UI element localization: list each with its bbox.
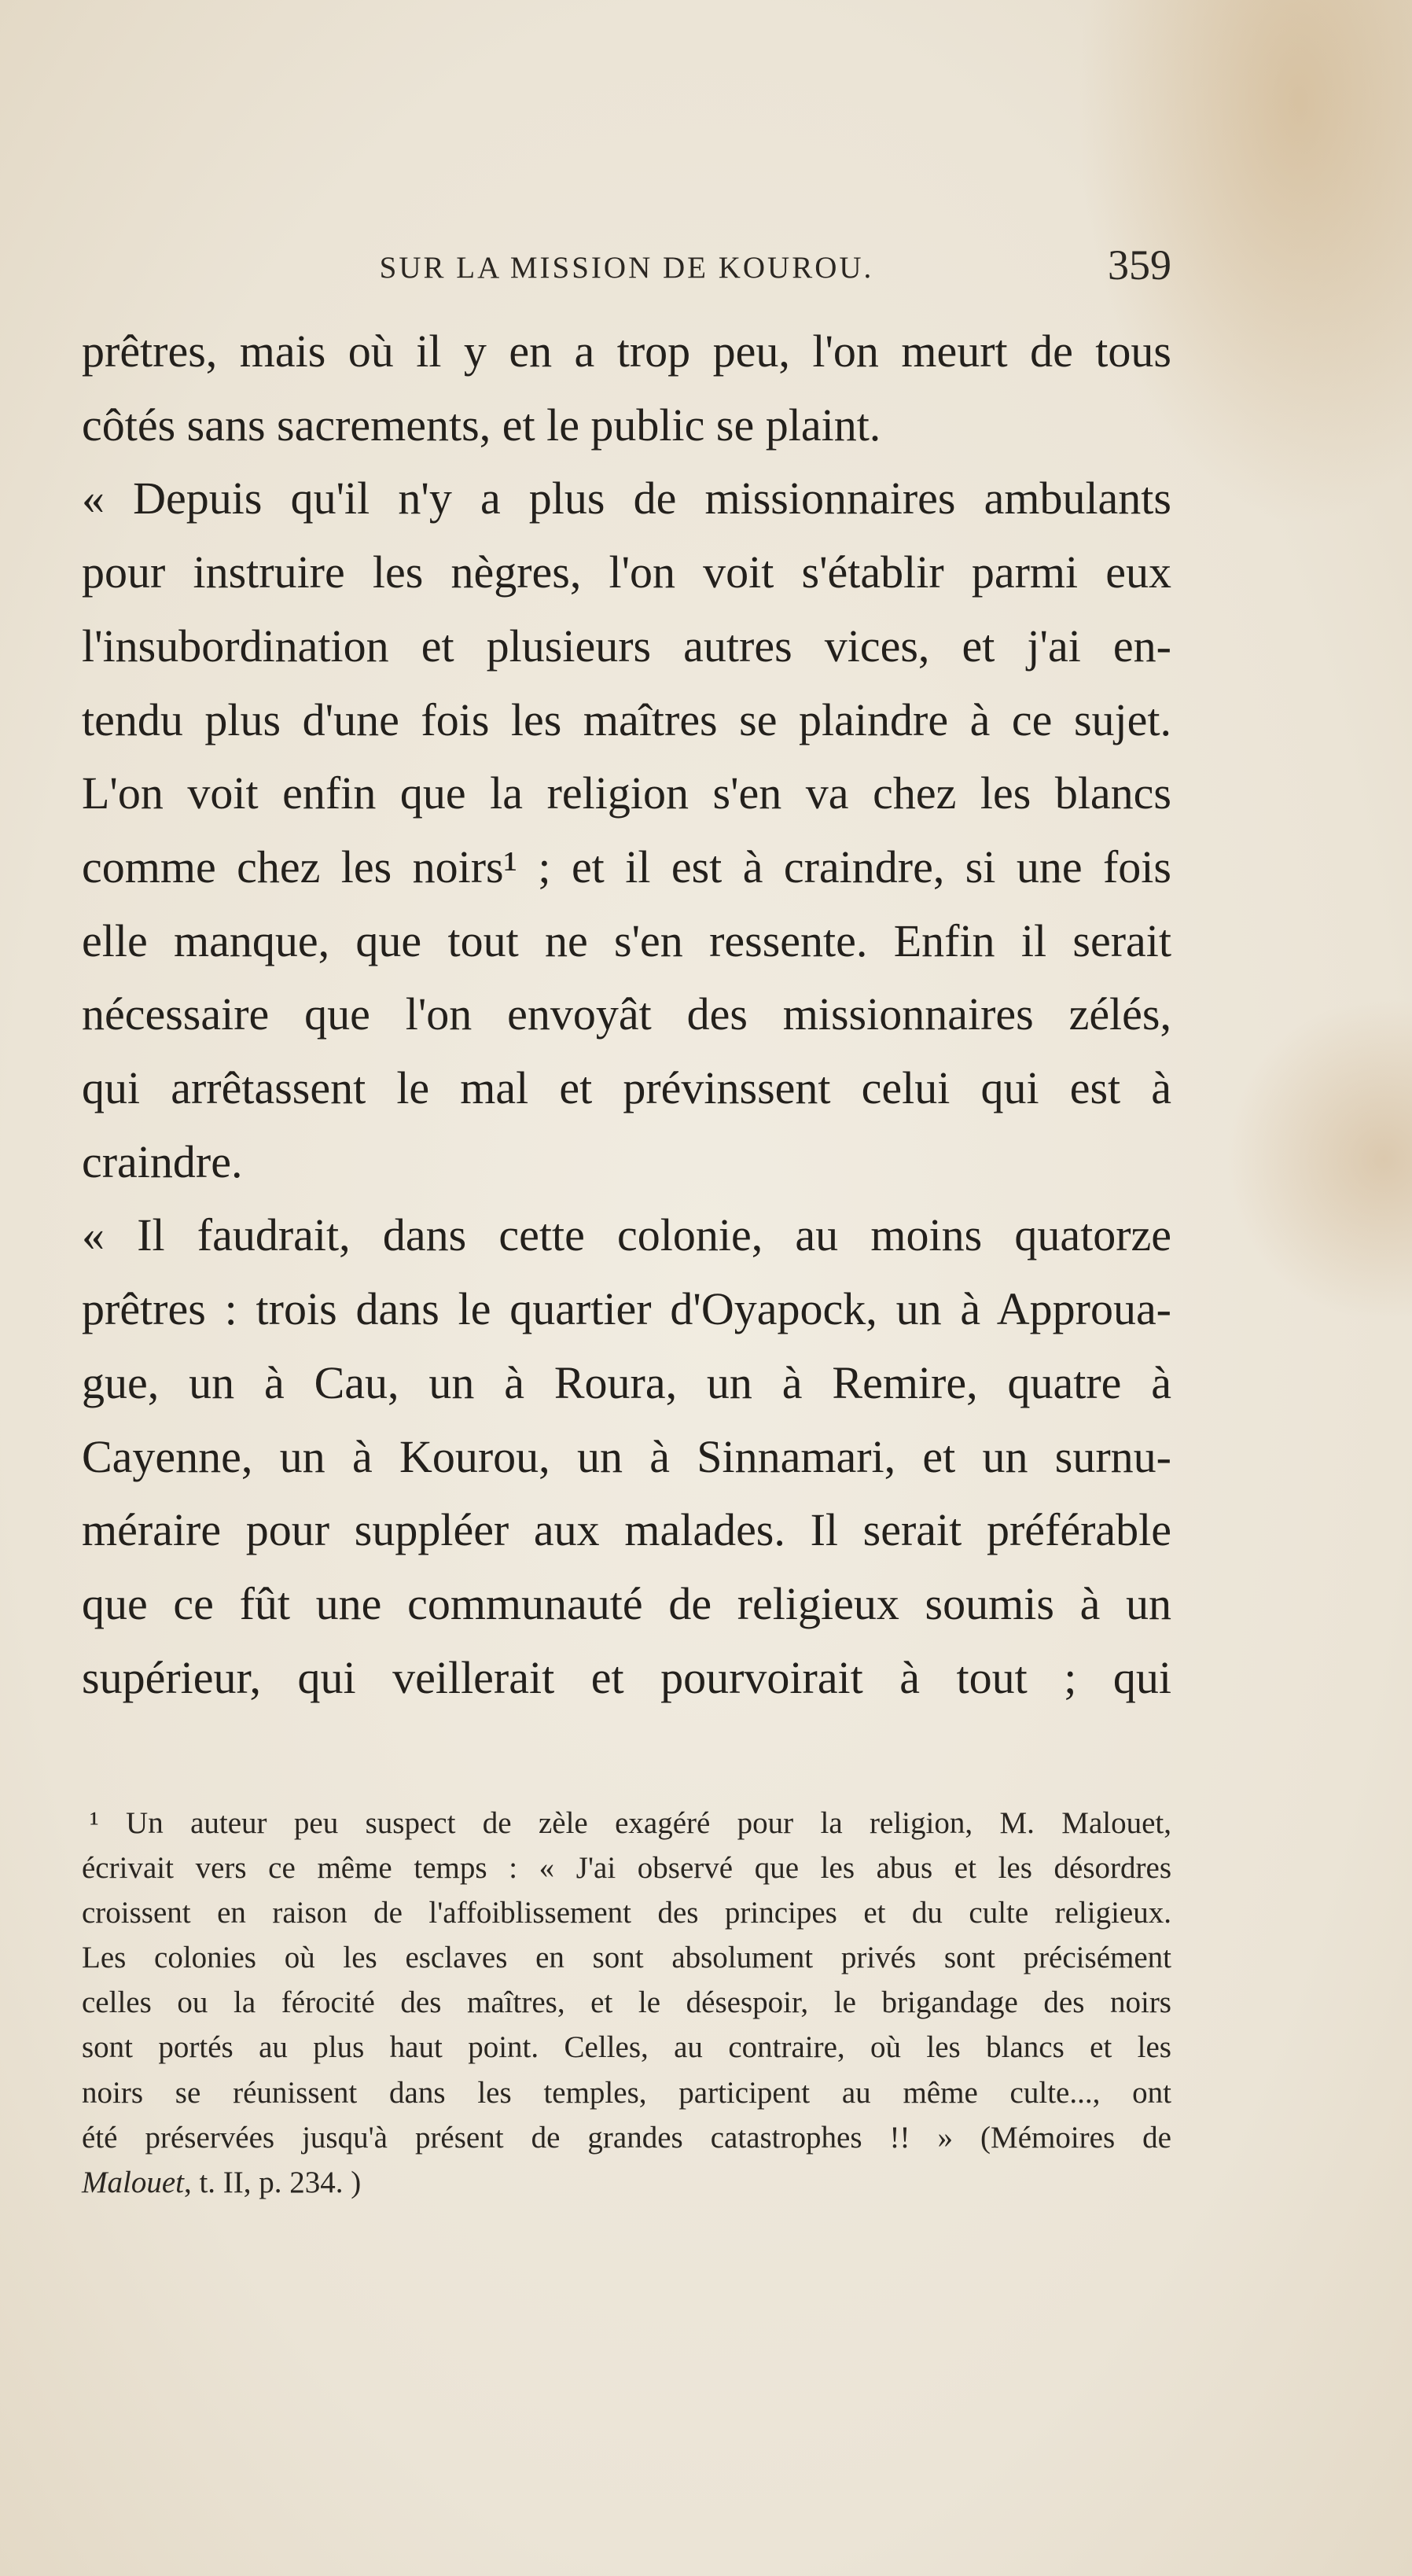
page-header bbox=[82, 236, 1171, 307]
text-line: elle manque, que tout ne s'en ressente. Enfin il serait bbox=[82, 914, 1171, 966]
footnote-citation-rest: , t. II, p. 234. ) bbox=[183, 2165, 362, 2199]
footnote-citation-author: Malouet bbox=[82, 2165, 184, 2199]
text-line: pour instruire les nègres, l'on voit s'établir parmi eux bbox=[82, 546, 1171, 598]
text-line: comme chez les noirs¹ ; et il est à craindre, si une fois bbox=[82, 841, 1171, 892]
text-line: L'on voit enfin que la religion s'en va chez les blancs bbox=[82, 767, 1171, 819]
footnote bbox=[82, 1801, 1171, 2205]
footnote-line: été préservées jusqu'à présent de grandes catastrophes !! » (Mémoires de bbox=[82, 2120, 1171, 2155]
text-line: Cayenne, un à Kourou, un à Sinnamari, et un surnu- bbox=[82, 1430, 1171, 1482]
footnote-line: écrivait vers ce même temps : « J'ai observé que les abus et les désordres bbox=[82, 1851, 1171, 1886]
text-line: prêtres, mais où il y en a trop peu, l'on meurt de tous bbox=[82, 326, 1171, 377]
page-number: 359 bbox=[1108, 241, 1171, 289]
footnote-line-final bbox=[82, 2160, 1171, 2205]
footnote-line: croissent en raison de l'affoiblissement des principes et du culte religieux. bbox=[82, 1896, 1171, 1930]
text-line: craindre. bbox=[82, 1135, 243, 1187]
text-line: tendu plus d'une fois les maîtres se plaindre à ce sujet. bbox=[82, 694, 1171, 745]
footnote-line: sont portés au plus haut point. Celles, au contraire, où les blancs et les bbox=[82, 2030, 1171, 2065]
footnote-line: noirs se réunissent dans les temples, participent au même culte..., ont bbox=[82, 2075, 1171, 2110]
text-line: prêtres : trois dans le quartier d'Oyapock, un à Approua- bbox=[82, 1283, 1171, 1335]
footnote-line: Les colonies où les esclaves en sont absolument privés sont précisément bbox=[82, 1941, 1171, 1975]
text-line: méraire pour suppléer aux malades. Il serait préférable bbox=[82, 1504, 1171, 1556]
text-line: « Depuis qu'il n'y a plus de missionnaires ambulants bbox=[82, 473, 1171, 524]
text-line: qui arrêtassent le mal et prévinssent celui qui est à bbox=[82, 1062, 1171, 1114]
text-line: gue, un à Cau, un à Roura, un à Remire, quatre à bbox=[82, 1356, 1171, 1408]
footnote-line: ¹ Un auteur peu suspect de zèle exagéré pour la religion, M. Malouet, bbox=[90, 1806, 1171, 1840]
text-line: côtés sans sacrements, et le public se plaint. bbox=[82, 399, 881, 451]
text-line: nécessaire que l'on envoyât des missionnaires zélés, bbox=[82, 988, 1171, 1040]
body-text bbox=[82, 315, 1171, 1714]
running-head: SUR LA MISSION DE KOUROU. bbox=[379, 251, 874, 285]
footnote-line: celles ou la férocité des maîtres, et le désespoir, le brigandage des noirs bbox=[82, 1985, 1171, 2020]
text-line: « Il faudrait, dans cette colonie, au moins quatorze bbox=[82, 1209, 1171, 1261]
text-line: que ce fût une communauté de religieux soumis à un bbox=[82, 1577, 1171, 1629]
text-line: l'insubordination et plusieurs autres vices, et j'ai en- bbox=[82, 620, 1171, 672]
text-line: supérieur, qui veillerait et pourvoirait à tout ; qui bbox=[82, 1651, 1171, 1703]
